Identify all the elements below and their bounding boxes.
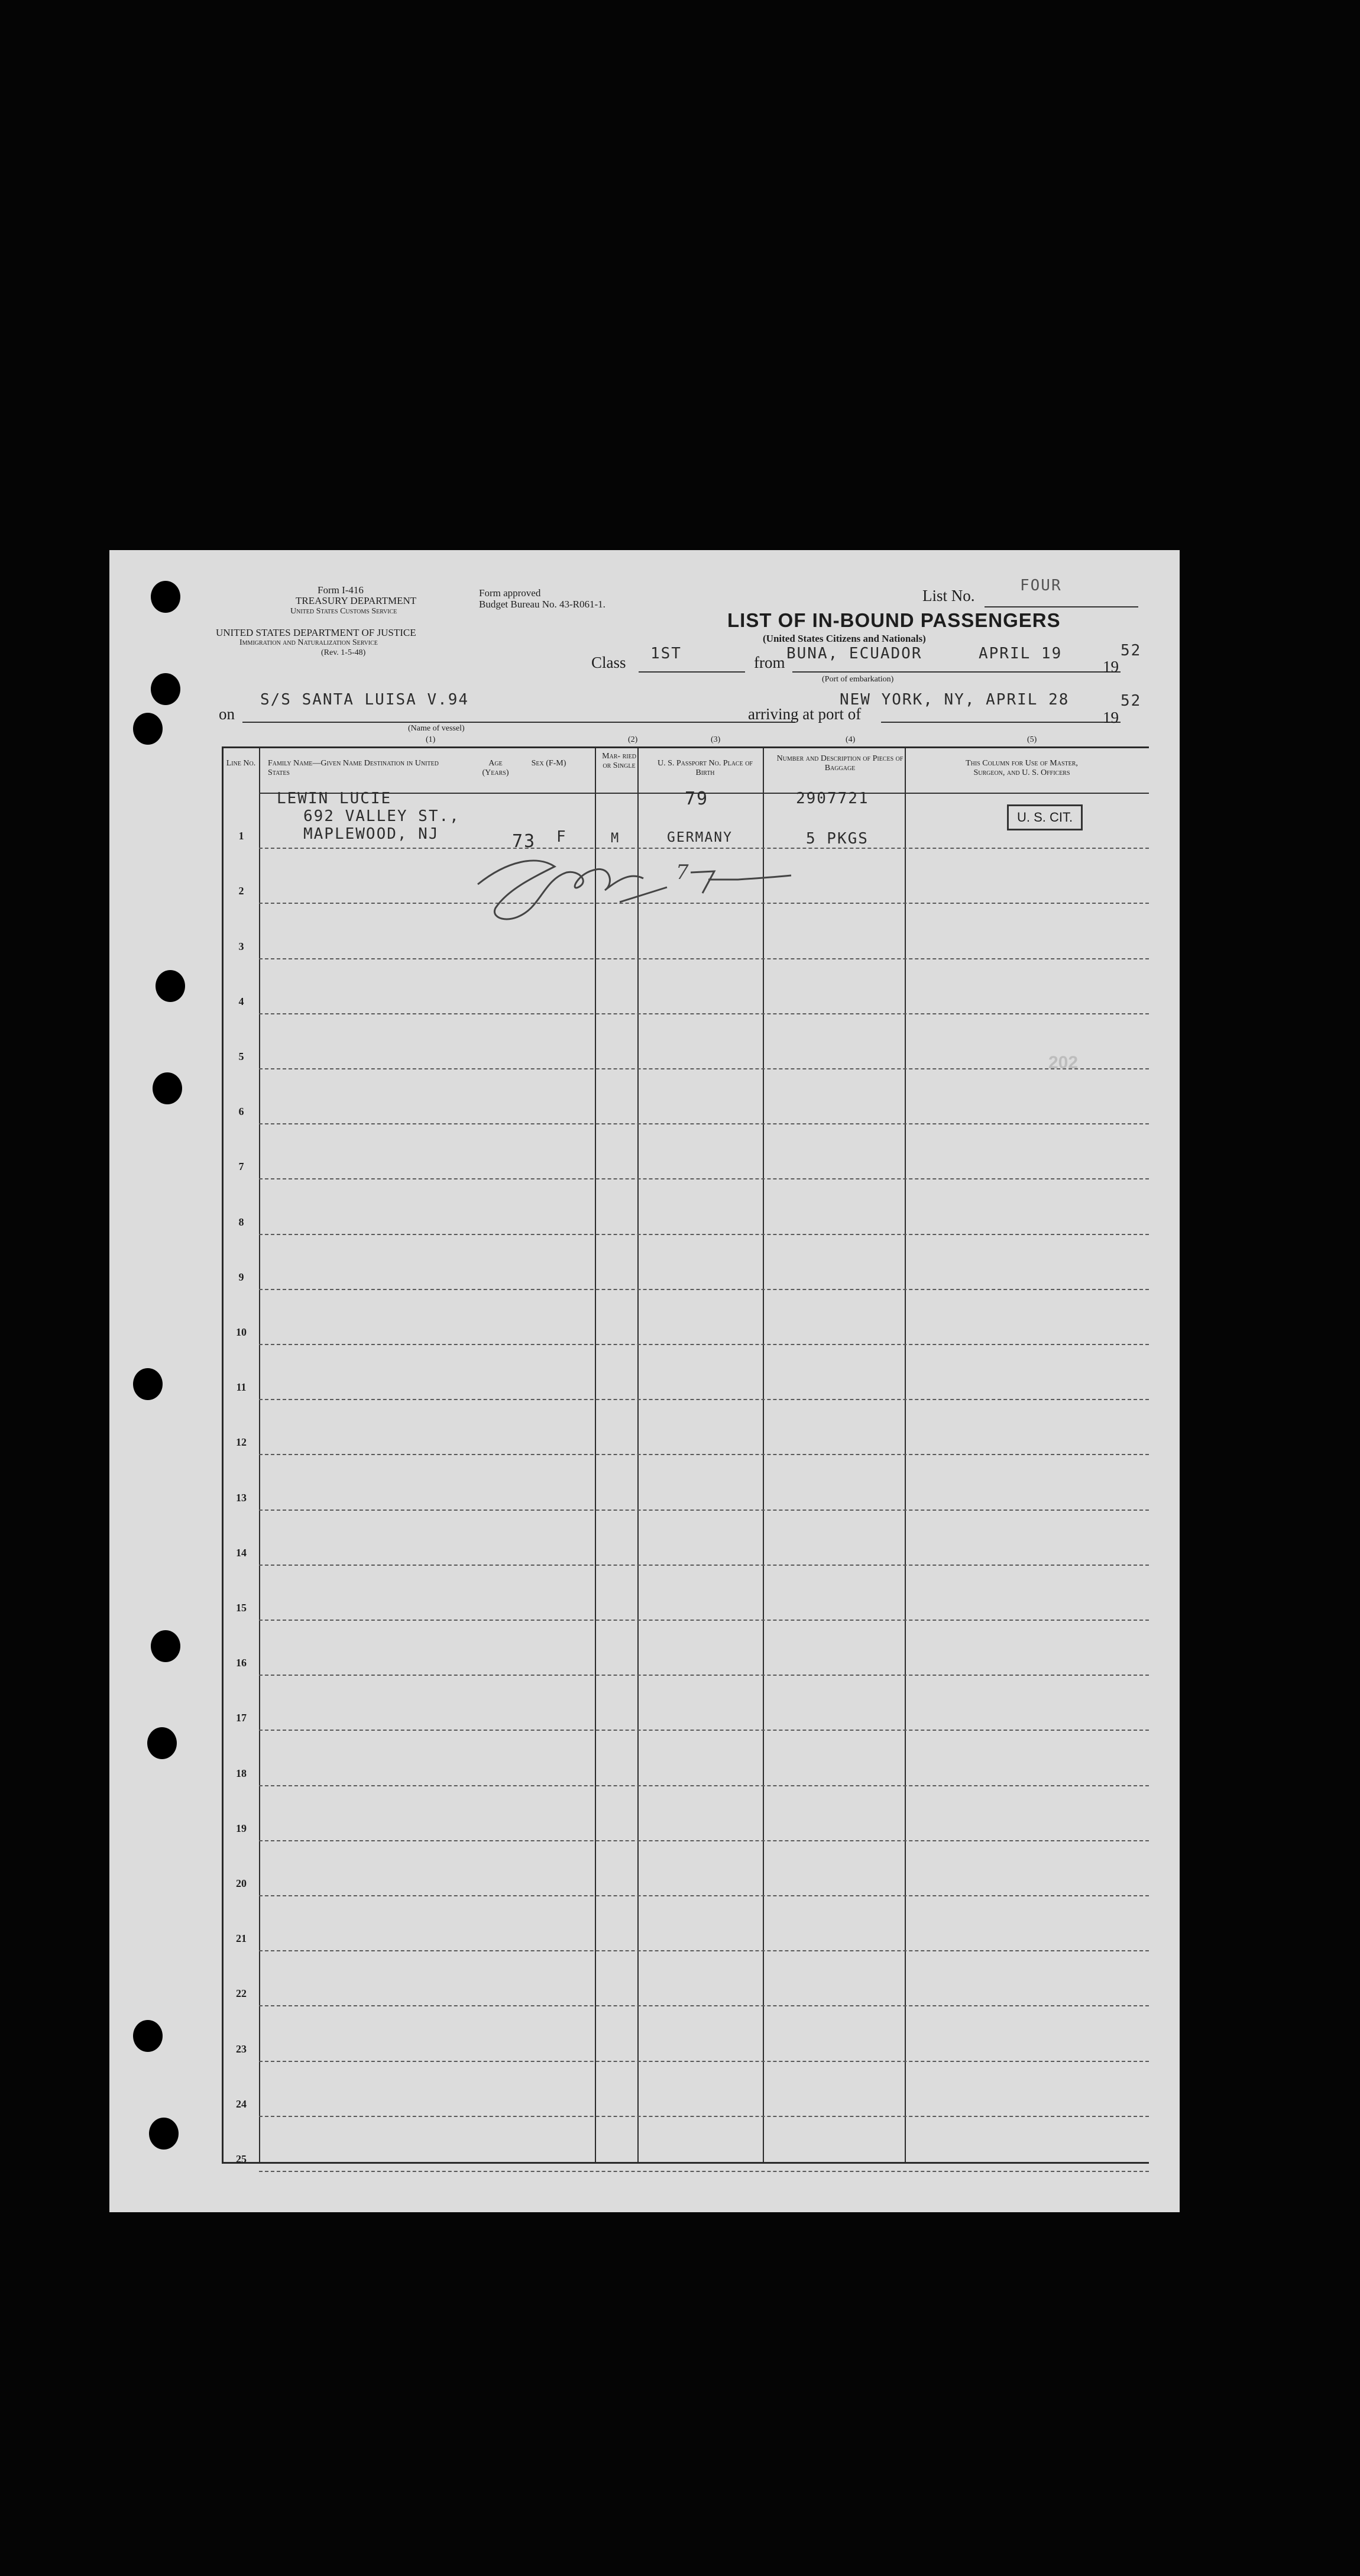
- passenger-name: LEWIN LUCIE: [277, 790, 392, 807]
- passenger-birthplace: GERMANY: [667, 830, 733, 845]
- line-number: 25: [236, 2153, 247, 2165]
- passenger-baggage: 5 PKGS: [806, 830, 869, 848]
- from-year-prefix: 19: [1103, 658, 1119, 675]
- header-officers: This Column for Use of Master, Surgeon, and U. S. Officers: [966, 759, 1078, 777]
- line-number: 2: [238, 885, 244, 897]
- binder-hole: [151, 1630, 180, 1662]
- passenger-age: 73: [512, 831, 536, 852]
- from-label: from: [754, 654, 785, 671]
- row-rule: [259, 958, 1149, 959]
- line-number: 19: [236, 1822, 247, 1834]
- binder-hole: [151, 673, 180, 705]
- line-number: 23: [236, 2042, 247, 2055]
- line-number: 13: [236, 1491, 247, 1504]
- row-rule: [259, 1013, 1149, 1014]
- line-number: 3: [238, 940, 244, 952]
- from-year: 52: [1121, 642, 1142, 660]
- binder-hole: [133, 713, 163, 745]
- arrival-year-prefix: 19: [1103, 709, 1119, 726]
- passenger-address-line2: MAPLEWOOD, NJ: [303, 825, 439, 843]
- line-number: 22: [236, 1987, 247, 2000]
- list-number-underline: [985, 606, 1138, 607]
- binder-hole: [147, 1727, 177, 1759]
- line-number: 18: [236, 1767, 247, 1779]
- passenger-passport-number: 79: [685, 788, 709, 809]
- binder-hole: [133, 2020, 163, 2052]
- on-label: on: [219, 705, 235, 723]
- handwritten-annotation: 7: [676, 861, 689, 884]
- binder-hole: [153, 1072, 182, 1104]
- row-rule: [259, 1895, 1149, 1896]
- us-citizen-stamp: U. S. CIT.: [1007, 804, 1083, 830]
- class-value: 1ST: [650, 645, 682, 662]
- form-number: Form I-416: [318, 584, 364, 596]
- manifest-page: [109, 550, 1180, 2212]
- class-label: Class: [591, 654, 626, 671]
- row-rule: [259, 2116, 1149, 2117]
- line-number: 6: [238, 1106, 244, 1118]
- embarkation-date: APRIL 19: [979, 645, 1063, 662]
- customs-service: United States Customs Service: [290, 607, 397, 616]
- vessel-name: S/S SANTA LUISA V.94: [260, 691, 469, 709]
- row-rule: [259, 1123, 1149, 1124]
- row-rule: [259, 1234, 1149, 1235]
- line-number: 11: [236, 1381, 247, 1394]
- header-name-destination: Family Name—Given Name Destination in United States: [268, 759, 439, 777]
- column-number-3: (3): [711, 735, 721, 744]
- department-of-justice: UNITED STATES DEPARTMENT OF JUSTICE: [216, 627, 416, 638]
- row-rule: [259, 1454, 1149, 1455]
- column-number-2: (2): [628, 735, 638, 744]
- vessel-underline: [242, 722, 795, 723]
- column-number-1: (1): [426, 735, 436, 744]
- line-number: 20: [236, 1877, 247, 1889]
- line-number: 10: [236, 1326, 247, 1338]
- header-baggage: Number and Description of Pieces of Baggage: [776, 754, 904, 773]
- header-passport-birthplace: U. S. Passport No. Place of Birth: [658, 759, 753, 777]
- header-sex: Sex (F-M): [531, 759, 566, 768]
- row-rule: [259, 2005, 1149, 2006]
- line-number: 1: [238, 830, 244, 842]
- column-number-5: (5): [1027, 735, 1037, 744]
- row-rule: [259, 2061, 1149, 2062]
- revision-date: (Rev. 1-5-48): [321, 648, 366, 657]
- class-underline: [639, 671, 745, 673]
- line-number: 21: [236, 1932, 247, 1945]
- row-rule: [259, 1840, 1149, 1841]
- passenger-sex: F: [556, 828, 567, 846]
- line-number: 14: [236, 1546, 247, 1559]
- treasury-department: TREASURY DEPARTMENT: [296, 595, 417, 606]
- list-number-label: List No.: [922, 587, 975, 605]
- binder-hole: [133, 1368, 163, 1400]
- budget-bureau-number: Budget Bureau No. 43-R061-1.: [479, 599, 605, 610]
- port-of-embarkation-label: (Port of embarkation): [822, 675, 894, 684]
- header-married: Mar- ried or Single: [602, 752, 636, 770]
- row-rule: [259, 1178, 1149, 1179]
- column-number-4: (4): [846, 735, 856, 744]
- row-rule: [259, 1510, 1149, 1511]
- arriving-label: arriving at port of: [748, 705, 862, 723]
- binder-hole: [151, 581, 180, 613]
- from-underline: [792, 671, 1121, 673]
- row-rule: [259, 2171, 1149, 2172]
- passenger-reference-number: 2907721: [796, 790, 869, 807]
- ins-service: Immigration and Naturalization Service: [239, 638, 378, 647]
- line-number: 7: [238, 1161, 244, 1173]
- line-number: 15: [236, 1602, 247, 1614]
- header-line-no: Line No.: [226, 759, 256, 768]
- row-rule: [259, 1675, 1149, 1676]
- binder-hole: [156, 970, 185, 1002]
- row-rule: [259, 1730, 1149, 1731]
- arrival-underline: [881, 722, 1121, 723]
- faint-margin-mark: 202: [1048, 1053, 1079, 1072]
- row-rule: [259, 1785, 1149, 1786]
- embarkation-port: BUNA, ECUADOR: [786, 645, 922, 662]
- line-number: 12: [236, 1436, 247, 1449]
- form-title: LIST OF IN-BOUND PASSENGERS: [727, 609, 1061, 631]
- arrival-year: 52: [1121, 692, 1142, 710]
- vessel-name-label: (Name of vessel): [408, 724, 465, 733]
- binder-hole: [149, 2118, 179, 2150]
- line-number: 9: [238, 1271, 244, 1283]
- form-approved: Form approved: [479, 587, 541, 599]
- line-number: 16: [236, 1657, 247, 1669]
- handwritten-signature: [442, 837, 797, 932]
- row-rule: [259, 1289, 1149, 1290]
- passenger-address-line1: 692 VALLEY ST.,: [303, 807, 460, 825]
- list-number: FOUR: [1020, 577, 1062, 594]
- line-number: 4: [238, 995, 244, 1007]
- form-subtitle: (United States Citizens and Nationals): [763, 633, 926, 644]
- line-number: 8: [238, 1216, 244, 1228]
- row-rule: [259, 1620, 1149, 1621]
- passenger-marital: M: [611, 831, 620, 846]
- row-rule: [259, 1068, 1149, 1069]
- arrival-port-date: NEW YORK, NY, APRIL 28: [840, 691, 1070, 709]
- row-rule: [259, 1399, 1149, 1400]
- line-number: 17: [236, 1712, 247, 1724]
- row-rule: [259, 1565, 1149, 1566]
- row-rule: [259, 1950, 1149, 1951]
- header-age: Age (Years): [482, 759, 509, 777]
- row-rule: [259, 1344, 1149, 1345]
- line-number: 5: [238, 1051, 244, 1062]
- line-number: 24: [236, 2097, 247, 2110]
- passenger-table: [222, 746, 1149, 2164]
